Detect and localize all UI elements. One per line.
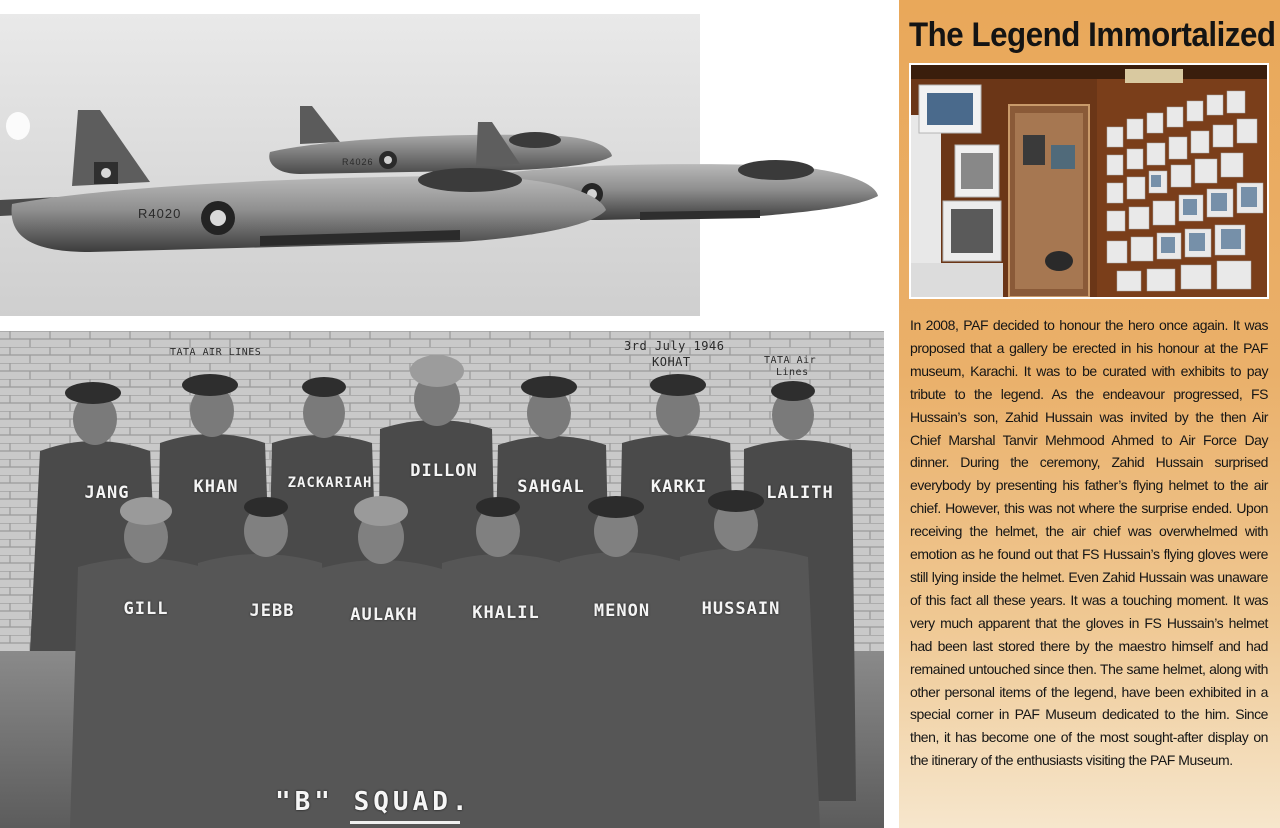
jets-illustration (0, 14, 880, 316)
note-tata-air-lines: TATA AIR LINES (170, 347, 262, 358)
name-label-back-1: JANG (84, 483, 130, 503)
front-row-figures (70, 548, 820, 828)
note-tata-air-right-2: Lines (776, 367, 809, 378)
name-label-front-4: KHALIL (472, 603, 540, 623)
panel-body-text: In 2008, PAF decided to honour the hero once again. It was proposed that a gallery be erected in his honour at the PAF museum, Karachi. It was to be curated with exhibits to pay tribute to the legend. As the endeavour progressed, FS Hussain’s son, Zahid Hussain was invited by the then Air Chief Marshal Tanvir Mehmood Ahmed to Air Force Day dinner. During the ceremony, Zahid Hussain surprised everybody by presenting his father’s flying helmet to the air chief. However, this was not where the surprise ended. Upon receiving the helmet, the air chief was overwhelmed with emotion as he found out that FS Hussain’s flying gloves were still lying inside the helmet. Even Zahid Hussain was unaware of this fact all these years. It was a touching moment. It was very much apparent that the gloves in FS Hussain’s helmet had been last stored there by the maestro himself and had remained untouched since then. The same helmet, along with other personal items of the legend, have been exhibited in a special corner in PAF Museum dedicated to the him. Since then, it has become one of the most sought-after display on the itinerary of the enthusiasts visiting the PAF Museum. (910, 317, 1268, 769)
jet-serial-back: R4026 (342, 157, 374, 167)
name-label-back-6: KARKI (650, 477, 708, 497)
note-date: 3rd July 1946 (624, 339, 725, 353)
note-location: KOHAT (652, 355, 691, 369)
museum-gallery-photo (909, 63, 1269, 299)
jets-in-formation-photo (0, 14, 700, 316)
squad-illustration (0, 331, 884, 828)
jet-serial-front: R4020 (138, 206, 182, 221)
name-label-front-3: AULAKH (350, 605, 418, 625)
name-label-back-2: KHAN (193, 477, 239, 497)
note-tata-air-right-1: TATA Air (764, 355, 817, 366)
b-squadron-group-photo (0, 331, 884, 828)
name-label-back-7: LALITH (766, 483, 834, 503)
name-label-back-5: SAHGAL (517, 477, 585, 497)
name-label-front-1: GILL (123, 599, 169, 619)
name-label-back-3: ZACKARIAH (287, 475, 373, 491)
name-label-front-6: HUSSAIN (701, 599, 781, 619)
squad-caption: "B" SQUAD. (275, 787, 472, 817)
jet-back (269, 106, 612, 174)
side-panel (899, 0, 1280, 828)
gallery-illustration (911, 65, 1267, 297)
squad-caption-underline (350, 821, 460, 824)
panel-title: The Legend Immortalized (909, 16, 1276, 54)
name-label-front-5: MENON (593, 601, 651, 621)
name-label-front-2: JEBB (249, 601, 295, 621)
name-label-back-4: DILLON (410, 461, 478, 481)
